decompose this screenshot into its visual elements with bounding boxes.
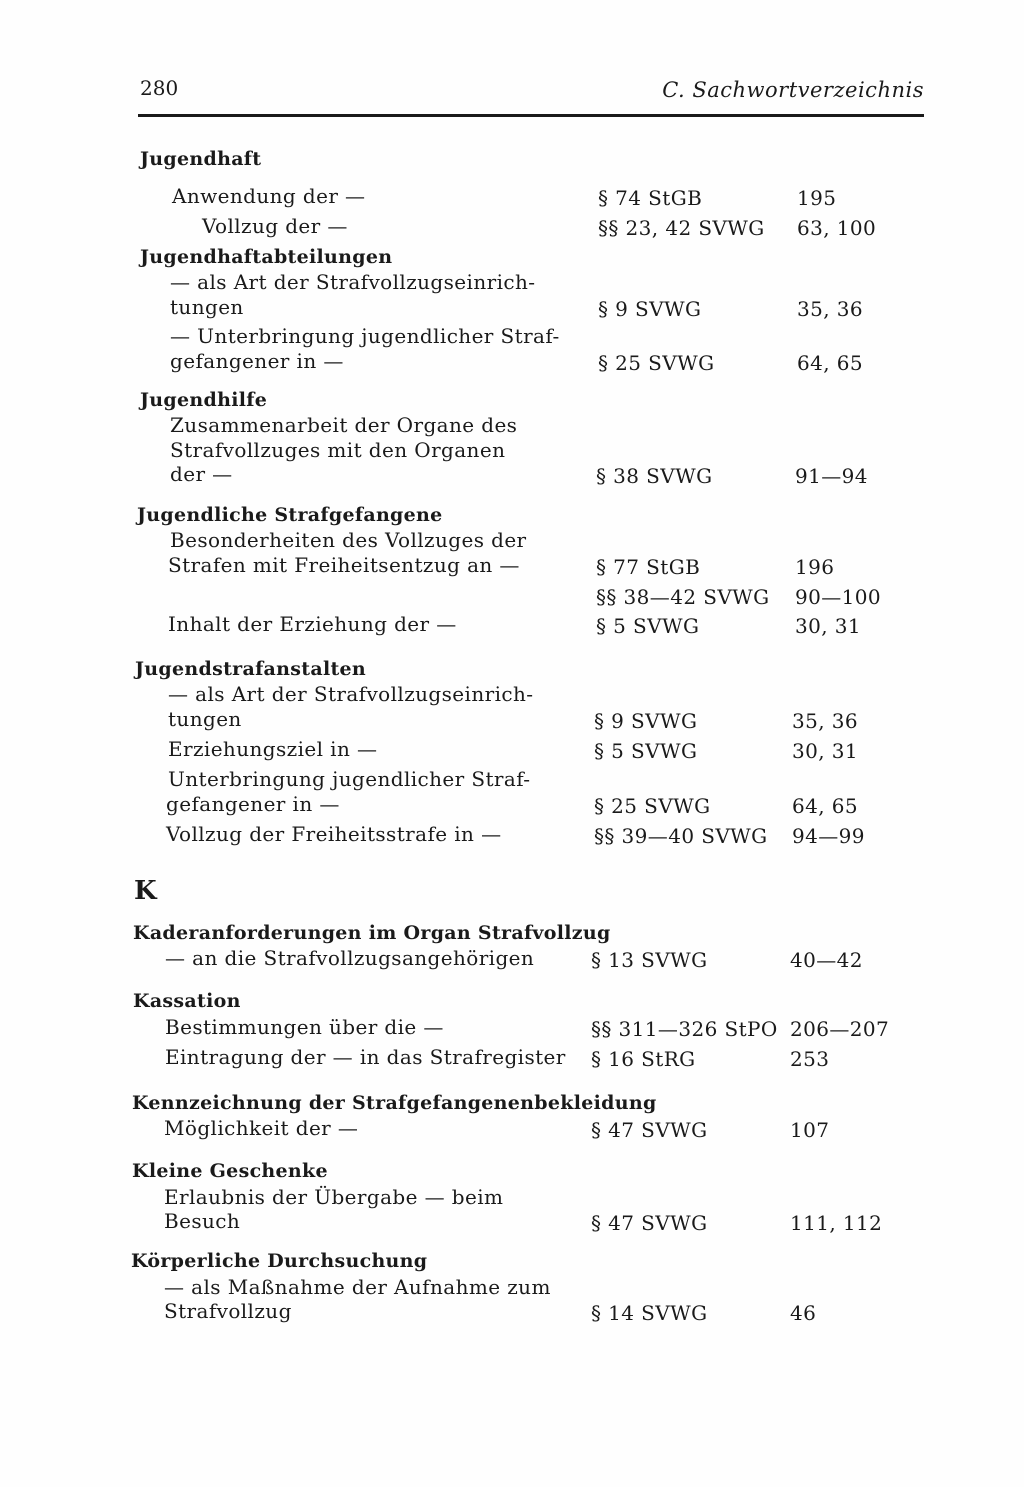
subentry-text: — als Maßnahme der Aufnahme zum [164, 1275, 551, 1299]
page-reference: 107 [790, 1118, 830, 1142]
index-term: Kennzeichnung der Strafgefangenenbekleidung [132, 1092, 657, 1114]
subentry-text: Bestimmungen über die — [165, 1015, 444, 1039]
index-term: Jugendliche Strafgefangene [137, 504, 443, 526]
index-term: Kaderanforderungen im Organ Strafvollzug [133, 922, 611, 944]
running-head: C. Sachwortverzeichnis [662, 78, 924, 102]
legal-reference: §§ 39—40 SVWG [594, 824, 768, 848]
legal-reference: § 25 SVWG [594, 794, 711, 818]
subentry-text: Zusammenarbeit der Organe des [170, 413, 518, 437]
page-reference: 94—99 [792, 824, 865, 848]
page-reference: 30, 31 [795, 614, 862, 638]
subentry-text: tungen [168, 707, 242, 731]
subentry-text: Unterbringung jugendlicher Straf- [168, 767, 531, 791]
subentry-text: Strafvollzuges mit den Organen [170, 438, 506, 462]
page-reference: 90—100 [795, 585, 882, 609]
subentry-text: Eintragung der — in das Strafregister [165, 1045, 566, 1069]
subentry-text: Erziehungsziel in — [168, 737, 378, 761]
subentry-text: — an die Strafvollzugsangehörigen [165, 946, 535, 970]
page-reference: 206—207 [790, 1017, 890, 1041]
subentry-text: gefangener in — [170, 349, 344, 373]
legal-reference: § 38 SVWG [596, 464, 713, 488]
subentry-text: Vollzug der Freiheitsstrafe in — [166, 822, 502, 846]
subentry-text: Besonderheiten des Vollzuges der [170, 528, 527, 552]
header-rule [138, 114, 924, 117]
legal-reference: §§ 23, 42 SVWG [598, 216, 765, 240]
legal-reference: § 47 SVWG [591, 1211, 708, 1235]
subentry-text: gefangener in — [166, 792, 340, 816]
index-term: Kleine Geschenke [132, 1160, 328, 1182]
legal-reference: §§ 38—42 SVWG [596, 585, 770, 609]
legal-reference: § 77 StGB [596, 555, 701, 579]
page-reference: 40—42 [790, 948, 863, 972]
page-reference: 111, 112 [790, 1211, 883, 1235]
subentry-text: Vollzug der — [202, 214, 348, 238]
page-reference: 196 [795, 555, 835, 579]
page-reference: 35, 36 [792, 709, 859, 733]
page-reference: 195 [797, 186, 837, 210]
legal-reference: § 25 SVWG [598, 351, 715, 375]
page-number: 280 [140, 76, 179, 100]
legal-reference: § 16 StRG [591, 1047, 696, 1071]
legal-reference: § 9 SVWG [594, 709, 698, 733]
page-reference: 63, 100 [797, 216, 877, 240]
subentry-text: Erlaubnis der Übergabe — beim [164, 1185, 504, 1209]
index-term: Jugendhilfe [140, 389, 268, 411]
legal-reference: § 9 SVWG [598, 297, 702, 321]
index-term: Jugendhaft [140, 148, 262, 170]
legal-reference: § 5 SVWG [594, 739, 698, 763]
legal-reference: §§ 311—326 StPO [591, 1017, 778, 1041]
page-reference: 35, 36 [797, 297, 864, 321]
legal-reference: § 5 SVWG [596, 614, 700, 638]
index-term: Jugendstrafanstalten [135, 658, 367, 680]
subentry-text: — Unterbringung jugendlicher Straf- [170, 324, 560, 348]
subentry-text: Besuch [164, 1209, 241, 1233]
page-reference: 46 [790, 1301, 817, 1325]
index-term: Jugendhaftabteilungen [140, 246, 393, 268]
page-reference: 64, 65 [792, 794, 859, 818]
page-reference: 253 [790, 1047, 830, 1071]
subentry-text: Anwendung der — [172, 184, 366, 208]
subentry-text: — als Art der Strafvollzugseinrich- [168, 682, 534, 706]
subentry-text: tungen [170, 295, 244, 319]
section-letter: K [134, 876, 157, 906]
index-term: Kassation [133, 990, 241, 1012]
page-reference: 64, 65 [797, 351, 864, 375]
subentry-text: Möglichkeit der — [164, 1116, 359, 1140]
legal-reference: § 74 StGB [598, 186, 703, 210]
legal-reference: § 13 SVWG [591, 948, 708, 972]
subentry-text: der — [170, 462, 233, 486]
subentry-text: Strafvollzug [164, 1299, 292, 1323]
subentry-text: — als Art der Strafvollzugseinrich- [170, 270, 536, 294]
subentry-text: Inhalt der Erziehung der — [168, 612, 457, 636]
subentry-text: Strafen mit Freiheitsentzug an — [168, 553, 520, 577]
legal-reference: § 14 SVWG [591, 1301, 708, 1325]
page-reference: 91—94 [795, 464, 868, 488]
page-reference: 30, 31 [792, 739, 859, 763]
index-term: Körperliche Durchsuchung [131, 1250, 428, 1272]
legal-reference: § 47 SVWG [591, 1118, 708, 1142]
